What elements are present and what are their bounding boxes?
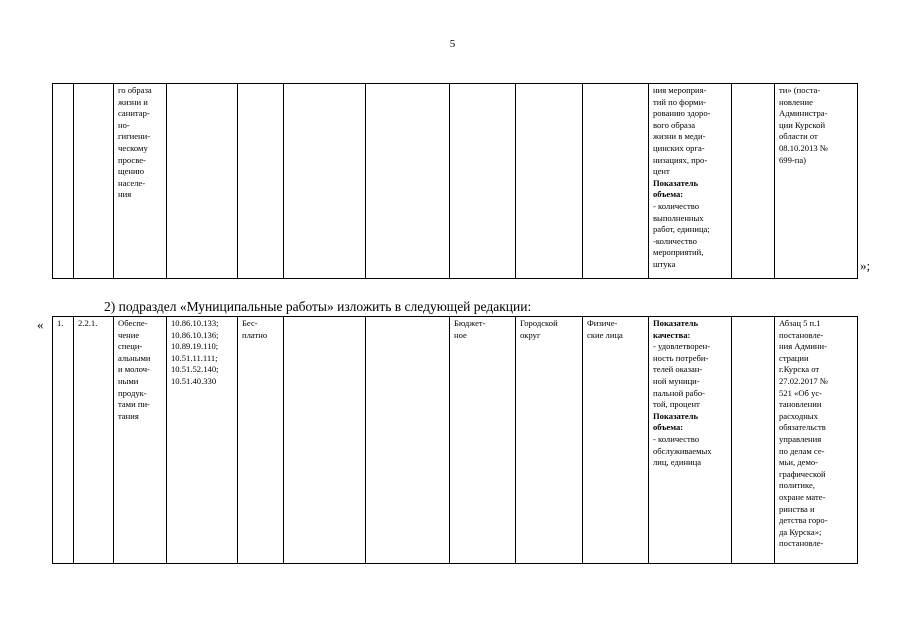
municipal-works-table xyxy=(52,316,858,564)
legal-basis-cell: ти» (поста- новление Администра- ции Курской области от 08.10.2013 № 699-па) xyxy=(775,84,858,279)
table-cell xyxy=(74,84,114,279)
table-cell xyxy=(516,84,583,279)
volume-indicator-text: - количество обслуживаемых лиц, единица xyxy=(653,433,712,468)
continued-table xyxy=(52,83,858,279)
closing-quote: »; xyxy=(860,258,871,273)
quality-indicator-text: ния мероприя- тий по форми- рованию здоро- вого образа жизни в меди- цинских орга- низациях, про- цент xyxy=(653,85,711,177)
table-cell xyxy=(167,84,238,279)
table-cell xyxy=(284,84,366,279)
opening-quote: « xyxy=(37,317,44,332)
table-cell xyxy=(238,84,284,279)
table-cell xyxy=(284,317,366,564)
table-cell xyxy=(732,317,775,564)
table-row xyxy=(53,317,858,564)
indicators-cell xyxy=(649,84,732,279)
table-cell xyxy=(450,84,516,279)
okpd-codes-cell: 10.86.10.133; 10.86.10.136; 10.89.19.110; 10.51.11.111; 10.51.52.140; 10.51.40.330 xyxy=(167,317,238,564)
table-row xyxy=(53,84,858,279)
table-cell xyxy=(366,317,450,564)
legal-basis-cell: Абзац 5 п.1 постановле- ния Админи- страции г.Курска от 27.02.2017 № 521 «Об ус- тановлении расходных обязательств управления по делам се- мьи, демо- графической политике, охране мате- ринства и детства горо- да Курска»; постановле- xyxy=(775,317,858,564)
volume-indicator-label: Показатель объема: xyxy=(653,410,699,433)
row-number-cell: 1. xyxy=(53,317,74,564)
table-cell xyxy=(53,84,74,279)
consumers-cell: Физиче- ские лица xyxy=(583,317,649,564)
volume-indicator-text: - количество выполненных работ, единица; -количество мероприятий, штука xyxy=(653,200,710,269)
table-cell xyxy=(366,84,450,279)
institution-type-cell: Бюджет- ное xyxy=(450,317,516,564)
table-cell xyxy=(583,84,649,279)
page-number: 5 xyxy=(449,38,456,50)
registry-code-cell: 2.2.1. xyxy=(74,317,114,564)
service-name-cell: го образа жизни и санитар- но- гигиени- ческому просве- щению населе- ния xyxy=(114,84,167,279)
amendment-paragraph: 2) подраздел «Муниципальные работы» изложить в следующей редакции: xyxy=(104,299,532,314)
quality-indicator-label: Показатель качества: xyxy=(653,318,699,340)
payment-cell: Бес- платно xyxy=(238,317,284,564)
territory-cell: Городской округ xyxy=(516,317,583,564)
indicators-cell xyxy=(649,317,732,564)
work-name-cell: Обеспе- чение специ- альными и молоч- ными продук- тами пи- тания xyxy=(114,317,167,564)
quality-indicator-text: - удовлетворен- ность потреби- телей оказан- ной муници- пальной рабо- той, процент xyxy=(653,341,711,410)
table-cell xyxy=(732,84,775,279)
volume-indicator-label: Показатель объема: xyxy=(653,177,699,200)
